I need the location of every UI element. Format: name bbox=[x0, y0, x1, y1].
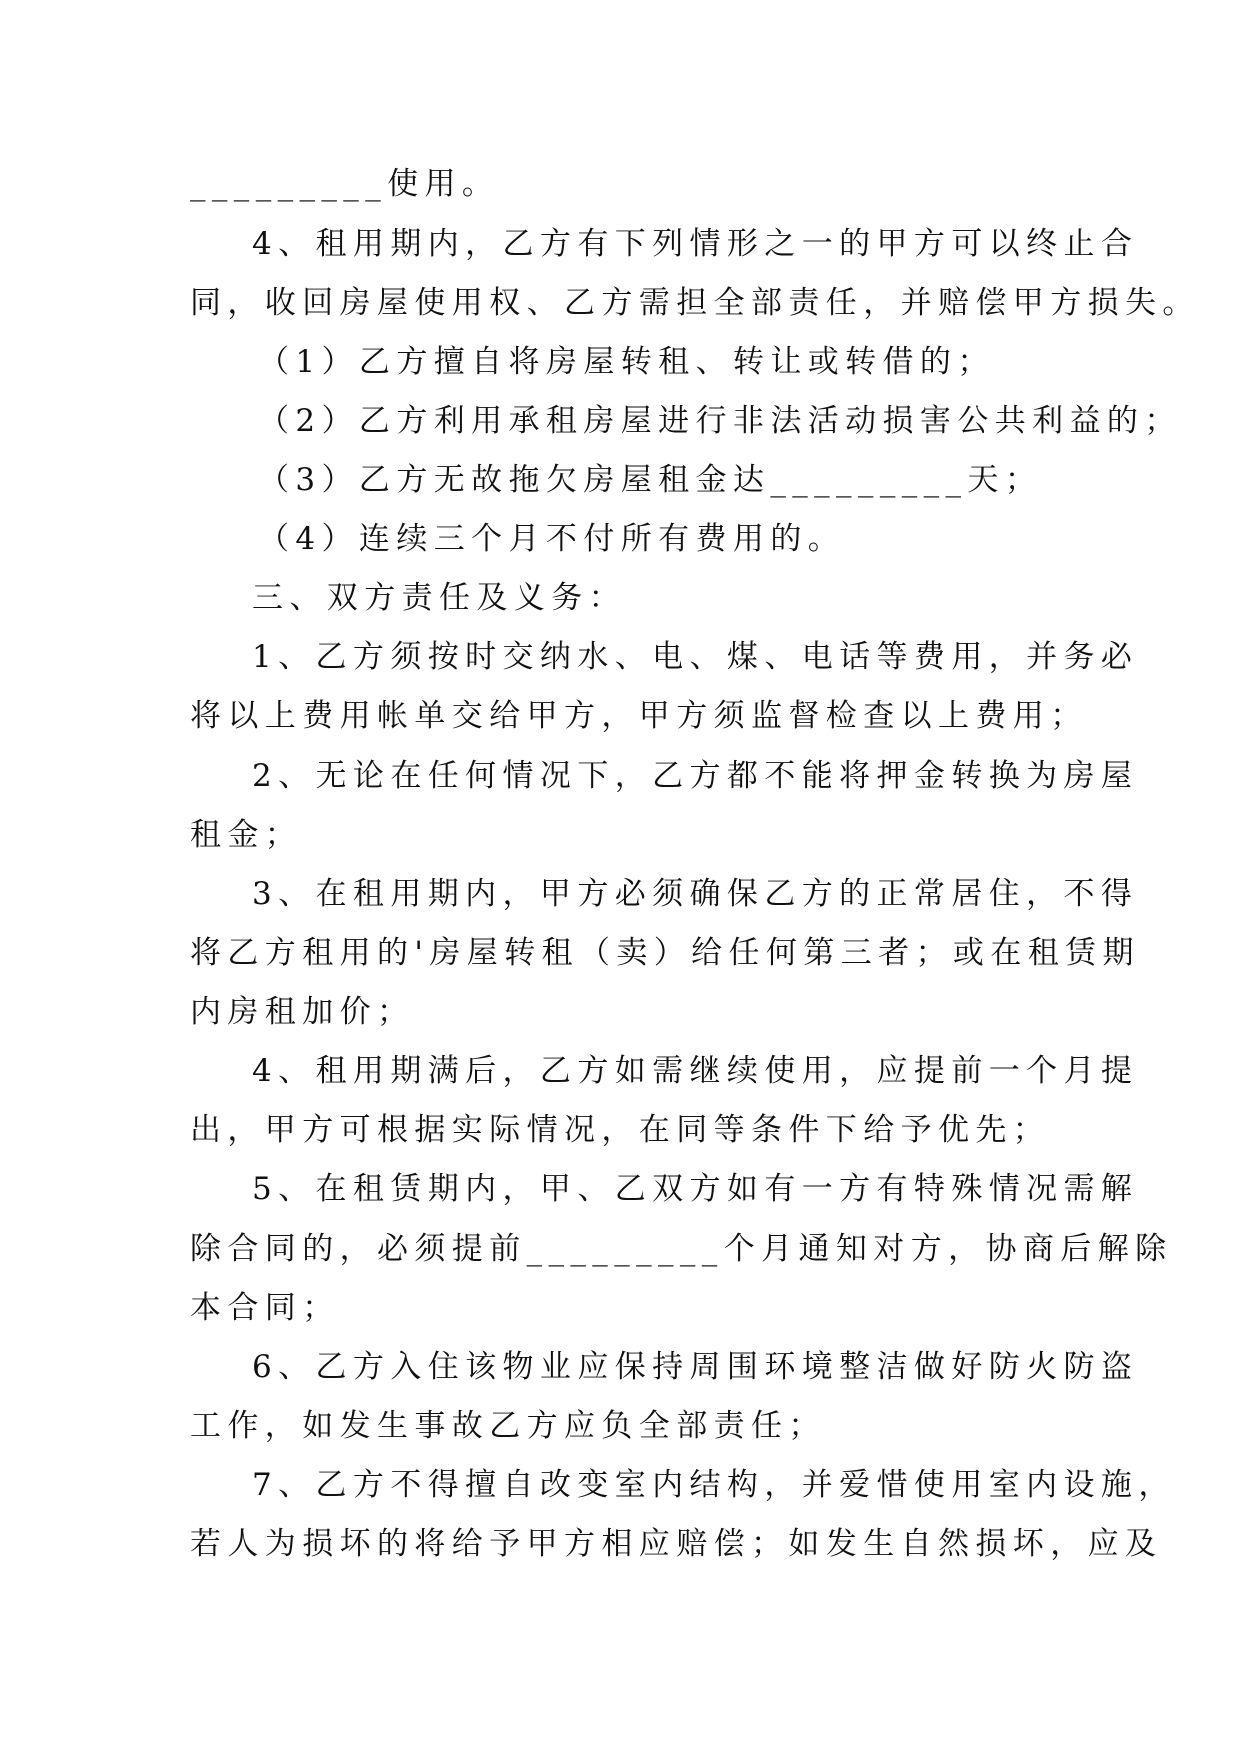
text-line: 2、无论在任何情况下，乙方都不能将押金转换为房屋 bbox=[252, 758, 1139, 794]
text-line: （1）乙方擅自将房屋转租、转让或转借的； bbox=[258, 344, 995, 380]
section-heading: 三、双方责任及义务： bbox=[252, 580, 626, 616]
text-line: 5、在租赁期内，甲、乙双方如有一方有特殊情况需解 bbox=[252, 1171, 1139, 1207]
text-line: （3）乙方无故拖欠房屋租金达_________天； bbox=[258, 462, 1043, 498]
text-line: 出，甲方可根据实际情况，在同等条件下给予优先； bbox=[190, 1112, 1051, 1148]
text-line: 将以上费用帐单交给甲方，甲方须监督检查以上费用； bbox=[190, 698, 1088, 734]
text-line: 6、乙方入住该物业应保持周围环境整洁做好防火防盗 bbox=[252, 1349, 1139, 1385]
text-line: （2）乙方利用承租房屋进行非法活动损害公共利益的； bbox=[258, 403, 1182, 439]
text-line: 4、租用期内，乙方有下列情形之一的甲方可以终止合 bbox=[252, 226, 1139, 262]
text-line: 内房租加价； bbox=[190, 994, 415, 1030]
text-line: _________使用。 bbox=[190, 166, 500, 202]
text-line: （4）连续三个月不付所有费用的。 bbox=[258, 521, 846, 557]
text-line: 租金； bbox=[190, 817, 303, 853]
text-line: 同，收回房屋使用权、乙方需担全部责任，并赔偿甲方损失。 bbox=[190, 285, 1200, 321]
text-line: 3、在租用期内，甲方必须确保乙方的正常居住，不得 bbox=[252, 876, 1139, 912]
text-line: 工作，如发生事故乙方应负全部责任； bbox=[190, 1408, 826, 1444]
text-line: 4、租用期满后，乙方如需继续使用，应提前一个月提 bbox=[252, 1053, 1139, 1089]
text-line: 若人为损坏的将给予甲方相应赔偿；如发生自然损坏，应及 bbox=[190, 1526, 1163, 1562]
text-line: 7、乙方不得擅自改变室内结构，并爱惜使用室内设施， bbox=[252, 1467, 1176, 1503]
text-line: 将乙方租用的'房屋转租（卖）给任何第三者；或在租赁期 bbox=[190, 935, 1140, 971]
text-line: 1、乙方须按时交纳水、电、煤、电话等费用，并务必 bbox=[252, 639, 1139, 675]
text-line: 本合同； bbox=[190, 1290, 340, 1326]
text-line: 除合同的，必须提前_________个月通知对方，协商后解除 bbox=[190, 1231, 1173, 1267]
